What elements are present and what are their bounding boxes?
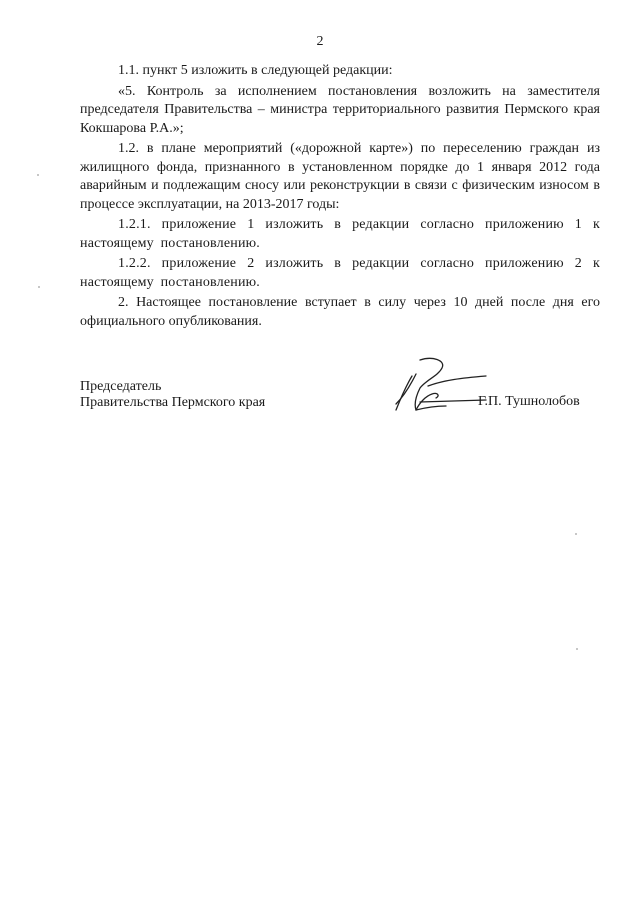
paragraph-quote-item-5: «5. Контроль за исполнением постановления возложить на заместителя председателя Правительства – министра территориального развития Пермского края Кокшарова Р.А.»; (80, 83, 600, 136)
signatory-title-line2: Правительства Пермского края (80, 394, 266, 410)
scan-speck (38, 286, 40, 288)
paragraph-1-2-2: 1.2.2. приложение 2 изложить в редакции согласно приложению 2 к настоящему постановлению. (80, 256, 600, 290)
scan-speck (576, 648, 578, 650)
paragraph-1-2: 1.2. в плане мероприятий («дорожной карте») по переселению граждан из жилищного фонда, признанного в установленном порядке до 1 января 2012 года аварийным и подлежащим сносу или реконструкции в связи с физическим износом в процессе эксплуатации, на 2013-2017 годы: (80, 141, 600, 212)
page-number: 2 (316, 34, 324, 49)
signatory-title-line1: Председатель (80, 379, 162, 394)
document-body (80, 62, 600, 333)
paragraph-1-1: 1.1. пункт 5 изложить в следующей редакции: (118, 63, 393, 78)
scan-speck (575, 533, 577, 535)
paragraph-2: 2. Настоящее постановление вступает в силу через 10 дней после дня его официального опубликования. (80, 295, 600, 329)
signatory-name: Г.П. Тушнолобов (478, 394, 580, 409)
signatory-title (80, 379, 265, 410)
scan-speck (37, 174, 39, 176)
paragraph-1-2-1: 1.2.1. приложение 1 изложить в редакции согласно приложению 1 к настоящему постановлению. (80, 217, 600, 251)
